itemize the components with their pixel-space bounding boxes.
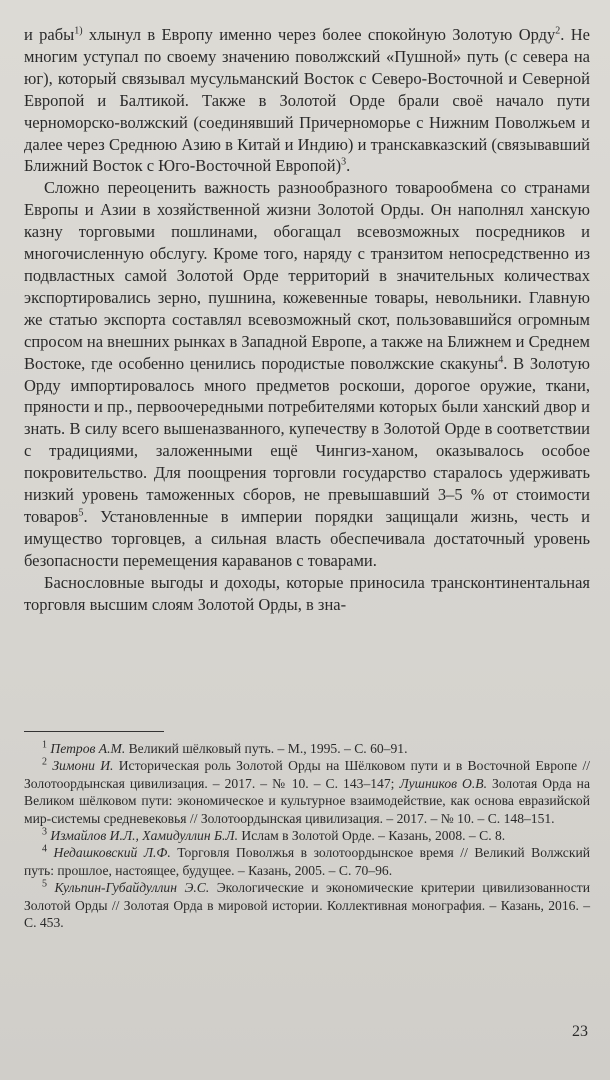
text-run: хлынул в Европу именно через более спокойную Золотую Орду [82, 25, 556, 44]
footnote-ref: 3 [341, 156, 347, 168]
paragraph-2 [24, 177, 590, 571]
page-number: 23 [572, 1023, 588, 1040]
footnote-text: Ислам в Золотой Орде. – Казань, 2008. – С. 8. [238, 828, 506, 844]
footnote-number: 5 [42, 878, 47, 890]
text-run: и рабы [24, 25, 75, 44]
footnote-author: Кульпин-Губайдуллин Э.С. [54, 880, 210, 896]
footnote-number: 2 [42, 756, 47, 768]
footnote-4 [24, 844, 590, 879]
text-run: . [346, 156, 351, 176]
footnote-1 [24, 740, 590, 757]
footnote-author: Недашковский Л.Ф. [53, 845, 171, 861]
footnote-ref: 1) [74, 25, 83, 37]
footnote-3 [24, 827, 590, 844]
footnote-text: Золотая Орда на Великом шёлковом пути: экономическое и культурное взаимодействие, как основа евразийской мир-системы средневековья // Золотоордынская цивилизация. – 2017. – № 10. – С. 148–151. [24, 775, 590, 826]
text-run: . В Золотую Орду импортировалось много предметов роскоши, дорогое оружие, ткани, пряности и пр., первоочередными потребителями которых были ханский двор и знать. В силу всего вышеназванного, купечеству в Золотой Орде в соответствии с традициями, заложенными ещё Чингиз-ханом, оказывалось особое покровительство. Для поощрения торговли государство старалось удерживать низкий уровень таможенных сборов, не превышавший 3–5 % от стоимости товаров [24, 353, 590, 526]
footnote-author: Зимони И. [52, 758, 114, 774]
footnote-text: Великий шёлковый путь. – М., 1995. – С. 60–91. [125, 741, 408, 756]
footnote-number: 4 [42, 843, 47, 855]
footnote-ref: 2 [555, 25, 561, 37]
footnote-author: Лушников О.В. [399, 775, 487, 791]
footnote-ref: 4 [498, 354, 504, 366]
paragraph-3: Баснословные выгоды и доходы, которые приносила трансконтинентальная торговля высшим слоям Золотой Орды, в зна- [24, 572, 590, 614]
footnote-ref: 5 [78, 507, 84, 519]
paragraph-1 [24, 24, 590, 177]
text-run: Сложно переоценить важность разнообразного товарообмена со странами Европы и Азии в хозяйственной жизни Золотой Орды. Он наполнял ханскую казну торговыми пошлинами, обогащал всевозможных посредников и многочисленную обслугу. Кроме того, наряду с транзитом непосредственно из подвластных самой Золотой Орде территорий в значительных количествах экспортировались зерно, пушнина, кожевенные товары, невольники. Главную же статью экспорта составлял всевозможный скот, пользовавшийся огромным спросом на внешних рынках в Западной Европе, а также на Ближнем и Среднем Востоке, где особенно ценились породистые поволжские скакуны [24, 178, 590, 373]
footnote-author: Петров А.М. [50, 741, 126, 756]
text-run: . Установленные в империи порядки защищали жизнь, честь и имущество торговцев, а сильная власть обеспечивала достаточный уровень безопасности перемещения караванов с товарами. [24, 506, 590, 570]
footnote-number: 1 [42, 739, 47, 751]
footnote-2 [24, 757, 590, 827]
footnote-text: Историческая роль Золотой Орды на Шёлковом пути и в Восточной Европе // Золотоордынская цивилизация. – 2017. – № 10. – С. 143–147; [24, 758, 590, 791]
main-text [24, 24, 590, 615]
footnote-text: Экологические и экономические критерии цивилизованности Золотой Орды // Золотая Орда в мировой истории. Коллективная монография. – Казань, 2016. – С. 453. [24, 880, 590, 931]
text-run: . Не многим уступал по своему значению поволжский «Пушной» путь (с севера на юг), который связывал мусульманский Восток с Северо-Восточной и Северной Европой и Балтикой. Также в Золотой Орде брали своё начало пути черноморско-волжский (соединявший Причерноморье с Нижним Поволжьем и далее через Среднюю Азию в Китай и Индию) и транскавказский (связывавший Ближний Восток с Юго-Восточной Европой) [24, 25, 590, 176]
footnotes [24, 740, 590, 931]
footnote-5 [24, 879, 590, 931]
footnote-divider [24, 731, 164, 732]
footnote-author: Измайлов И.Л., Хамидуллин Б.Л. [50, 828, 239, 844]
footnote-number: 3 [42, 826, 47, 838]
footnote-text: Торговля Поволжья в золотоордынское время // Великий Волжский путь: прошлое, настоящее, будущее. – Казань, 2005. – С. 70–96. [24, 845, 590, 878]
